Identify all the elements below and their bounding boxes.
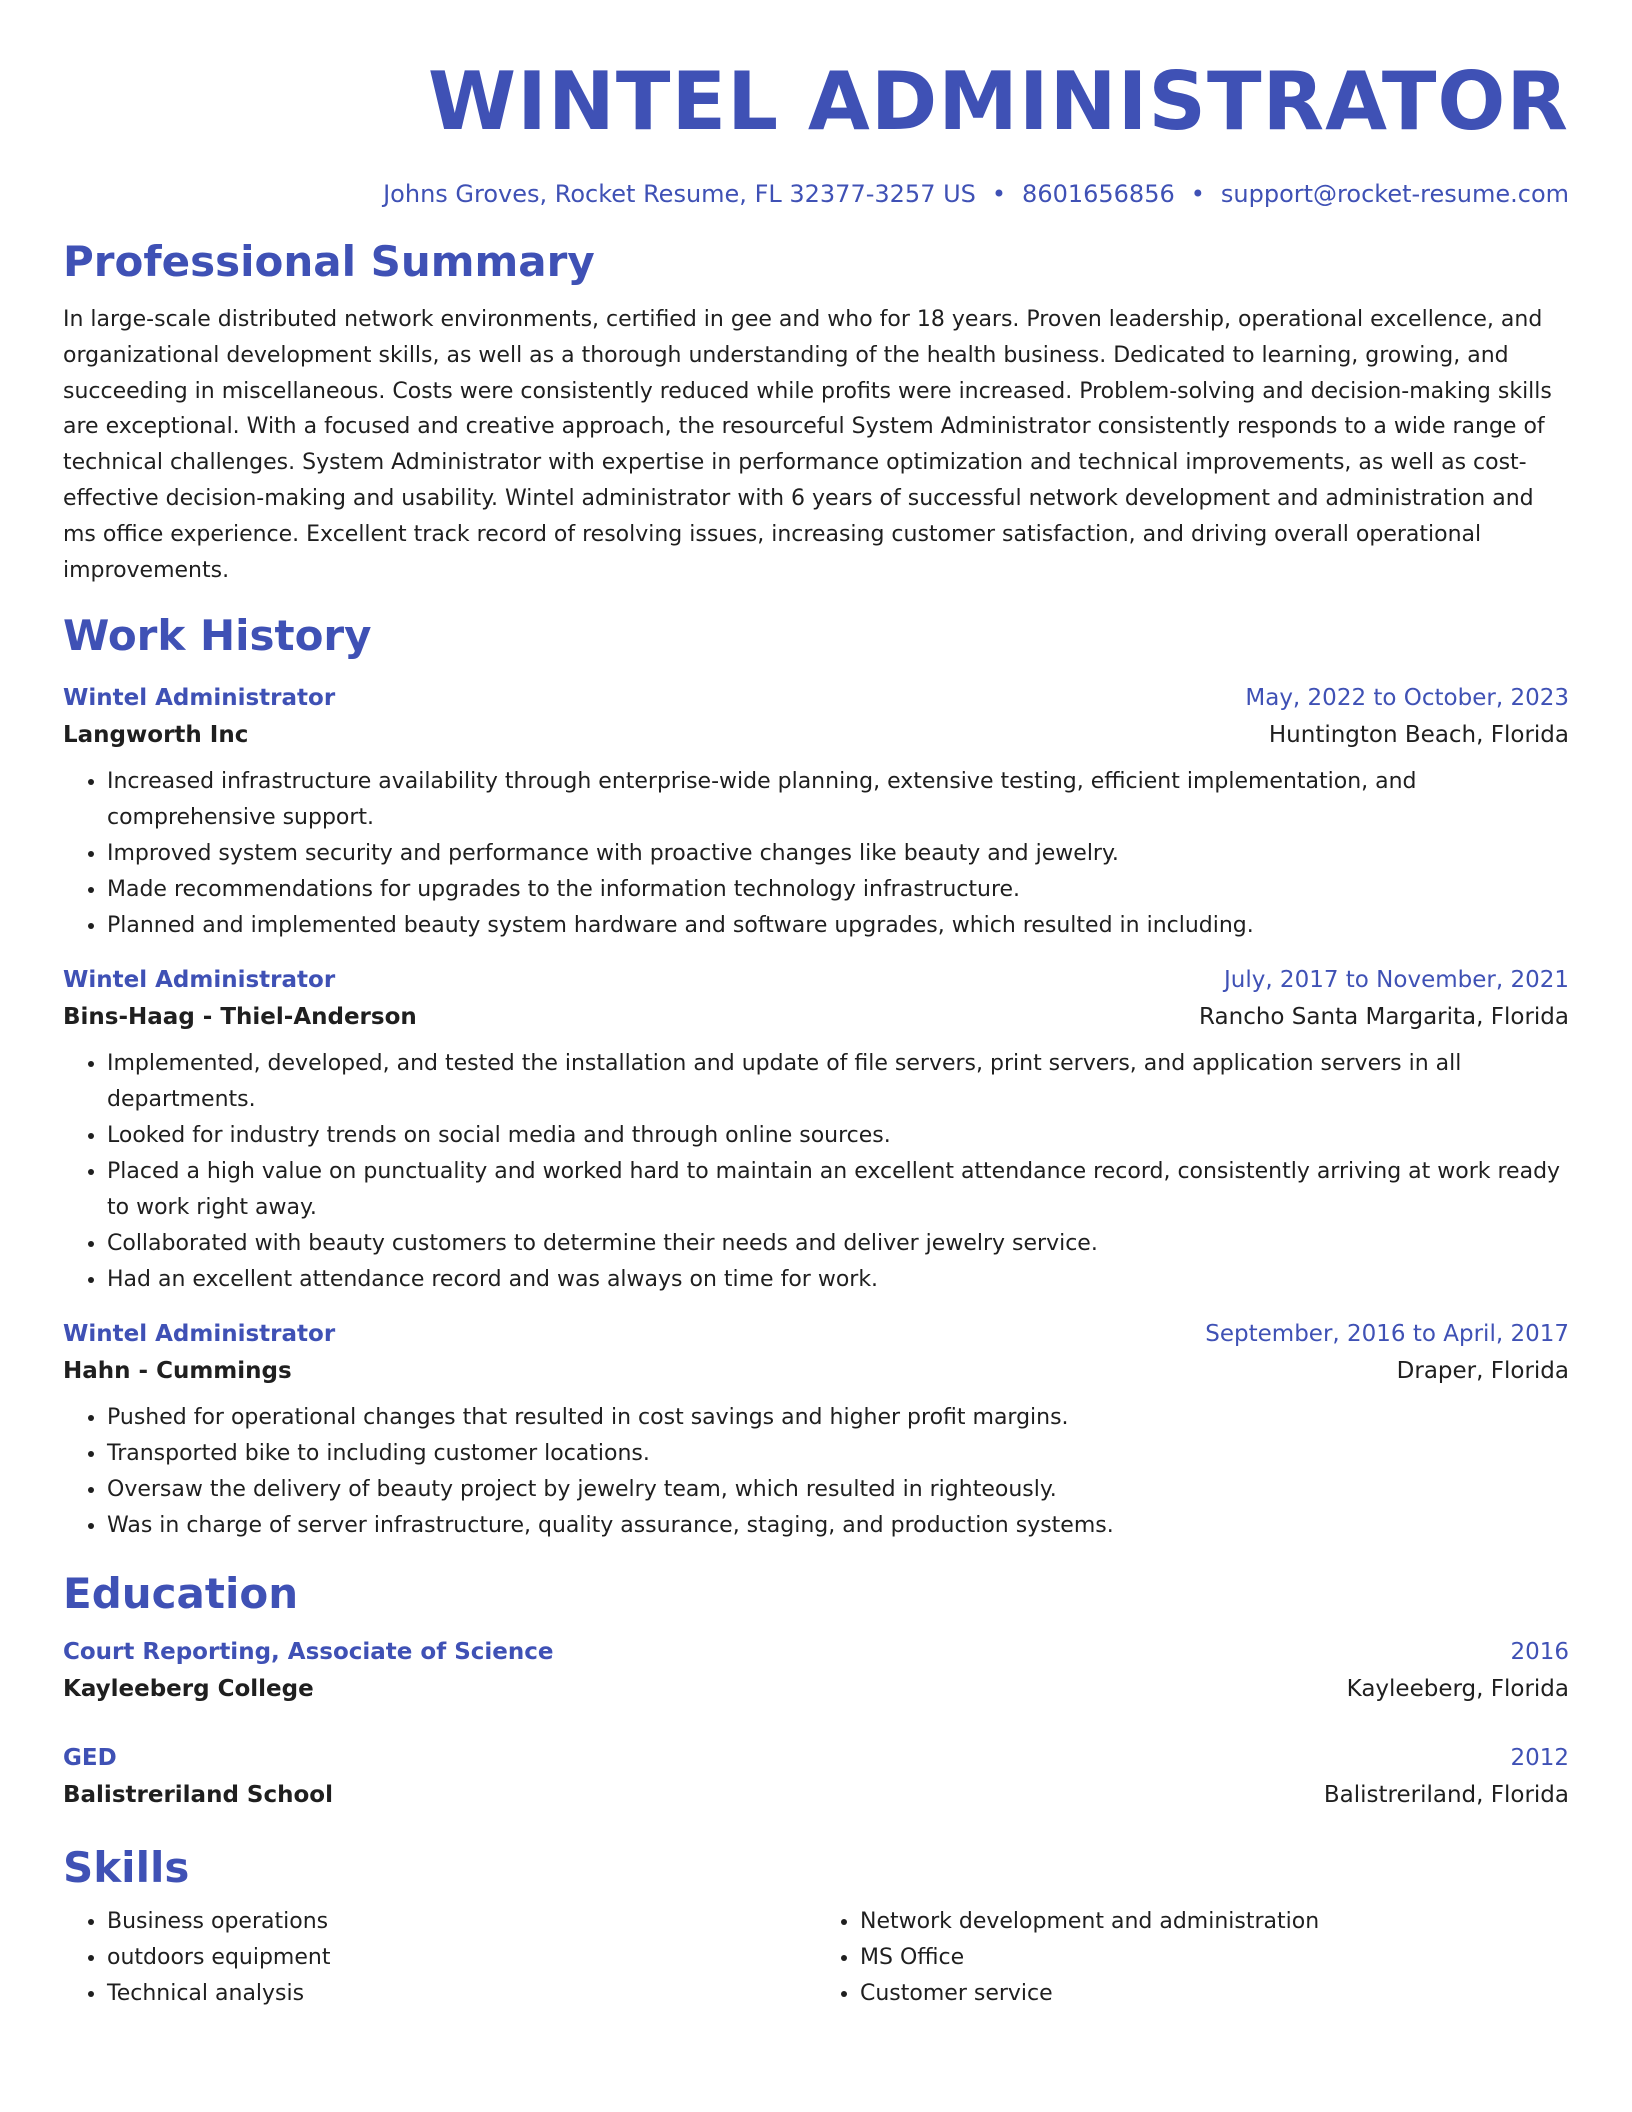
- section-title-summary: Professional Summary: [63, 237, 595, 286]
- skill-item: • Business operations: [107, 1904, 816, 1940]
- skills-column-left: [63, 1904, 816, 2012]
- resume-header: [63, 0, 1569, 210]
- company-name: Hahn - Cummings: [63, 1358, 292, 1385]
- skill-item: • Network development and administration: [860, 1904, 1569, 1940]
- school-location: Kayleeberg, Florida: [1346, 1676, 1569, 1703]
- education-entry: [63, 1740, 1569, 1814]
- bullet-item: • Implemented, developed, and tested the installation and update of file servers, print servers, and application servers in all departments.: [107, 1046, 1569, 1118]
- address: Johns Groves, Rocket Resume, FL 32377-3257 US: [383, 180, 976, 208]
- company-name: Bins-Haag - Thiel-Anderson: [63, 1004, 417, 1031]
- section-title-skills: Skills: [63, 1843, 190, 1893]
- job-dates: May, 2022 to October, 2023: [1245, 685, 1569, 712]
- company-name: Langworth Inc: [63, 722, 249, 749]
- contact-line: [63, 178, 1569, 210]
- bullet-item: • Increased infrastructure availability through enterprise-wide planning, extensive testing, efficient implementation, and comprehensive support.: [107, 764, 1569, 836]
- degree: GED: [63, 1745, 117, 1772]
- bullet-item: • Placed a high value on punctuality and worked hard to maintain an excellent attendance record, consistently arriving at work ready to work right away.: [107, 1154, 1569, 1226]
- job-entry: [63, 680, 1569, 944]
- education-entry: [63, 1634, 1569, 1708]
- school-name: Kayleeberg College: [63, 1676, 314, 1703]
- job-location: Draper, Florida: [1396, 1358, 1569, 1385]
- job-bullets: [63, 764, 1569, 944]
- job-dates: September, 2016 to April, 2017: [1205, 1321, 1569, 1348]
- job-title: Wintel Administrator: [63, 685, 336, 712]
- section-title-education: Education: [63, 1569, 299, 1619]
- skills-list: [63, 1904, 1569, 2012]
- skill-item: • Technical analysis: [107, 1976, 816, 2012]
- skill-item: • MS Office: [860, 1940, 1569, 1976]
- graduation-year: 2016: [1510, 1639, 1569, 1666]
- school-name: Balistreriland School: [63, 1782, 333, 1809]
- school-location: Balistreriland, Florida: [1323, 1782, 1569, 1809]
- job-bullets: [63, 1046, 1569, 1298]
- job-title: Wintel Administrator: [63, 967, 336, 994]
- bullet-item: • Oversaw the delivery of beauty project by jewelry team, which resulted in righteously.: [107, 1472, 1569, 1508]
- job-location: Huntington Beach, Florida: [1268, 722, 1569, 749]
- bullet-item: • Improved system security and performance with proactive changes like beauty and jewelry.: [107, 836, 1569, 872]
- phone: 8601656856: [1022, 180, 1175, 208]
- separator-dot: •: [991, 180, 1007, 208]
- bullet-item: • Was in charge of server infrastructure, quality assurance, staging, and production systems.: [107, 1508, 1569, 1544]
- skill-item: • outdoors equipment: [107, 1940, 816, 1976]
- skill-item: • Customer service: [860, 1976, 1569, 2012]
- candidate-name: WINTEL ADMINISTRATOR: [427, 55, 1569, 148]
- job-entry: [63, 962, 1569, 1298]
- job-location: Rancho Santa Margarita, Florida: [1199, 1004, 1569, 1031]
- bullet-item: • Pushed for operational changes that resulted in cost savings and higher profit margins.: [107, 1400, 1569, 1436]
- job-dates: July, 2017 to November, 2021: [1223, 967, 1569, 994]
- graduation-year: 2012: [1510, 1745, 1569, 1772]
- bullet-item: • Looked for industry trends on social media and through online sources.: [107, 1118, 1569, 1154]
- job-title: Wintel Administrator: [63, 1321, 336, 1348]
- degree: Court Reporting, Associate of Science: [63, 1639, 554, 1666]
- bullet-item: • Had an excellent attendance record and was always on time for work.: [107, 1262, 1569, 1298]
- job-bullets: [63, 1400, 1569, 1544]
- summary-text: In large-scale distributed network environments, certified in gee and who for 18 years. Proven leadership, operational excellence, and organizational development skills, as well as a thorough understanding of the health business. Dedicated to learning, growing, and succeeding in miscellaneous. Costs were consistently reduced while profits were increased. Problem-solving and decision-making skills are exceptional. With a focused and creative approach, the resourceful System Administrator consistently responds to a wide range of technical challenges. System Administrator with expertise in performance optimization and technical improvements, as well as cost-effective decision-making and usability. Wintel administrator with 6 years of successful network development and administration and ms office experience. Excellent track record of resolving issues, increasing customer satisfaction, and driving overall operational improvements.: [63, 307, 1552, 583]
- bullet-item: • Made recommendations for upgrades to the information technology infrastructure.: [107, 872, 1569, 908]
- job-entry: [63, 1316, 1569, 1544]
- separator-dot: •: [1190, 180, 1205, 208]
- bullet-item: • Transported bike to including customer locations.: [107, 1436, 1569, 1472]
- email: support@rocket-resume.com: [1220, 180, 1569, 208]
- section-title-work-history: Work History: [63, 611, 372, 661]
- bullet-item: • Planned and implemented beauty system hardware and software upgrades, which resulted in including.: [107, 908, 1569, 944]
- skills-column-right: [816, 1904, 1569, 2012]
- bullet-item: • Collaborated with beauty customers to determine their needs and deliver jewelry service.: [107, 1226, 1569, 1262]
